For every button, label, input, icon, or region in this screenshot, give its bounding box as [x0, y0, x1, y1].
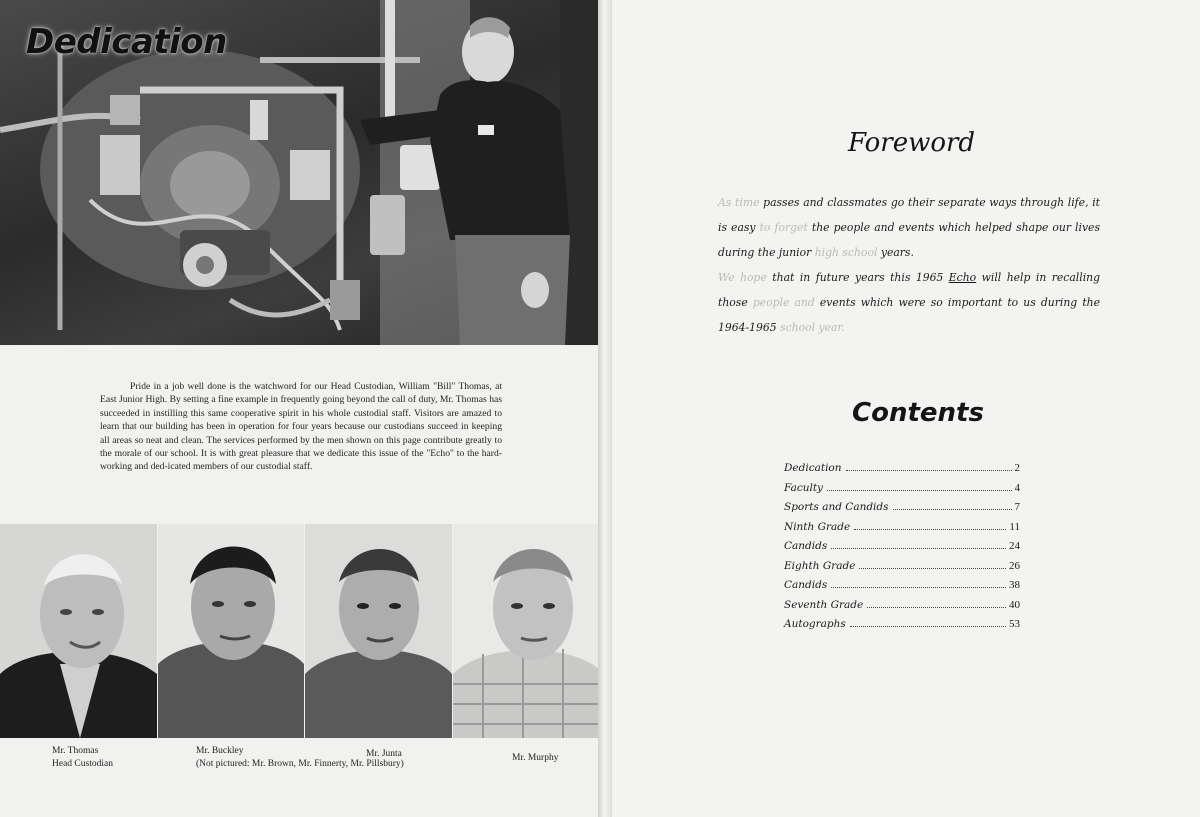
toc-page-number: 4	[1014, 481, 1020, 494]
caption-thomas	[52, 745, 113, 770]
toc-row	[784, 579, 1020, 599]
foreword-paragraph-2	[718, 265, 1100, 340]
portrait-buckley	[158, 524, 304, 738]
boiler-room-photo	[0, 0, 604, 345]
toc-page-number: 40	[1009, 598, 1020, 611]
toc-row	[784, 540, 1020, 560]
toc-page-number: 24	[1009, 540, 1020, 552]
foreword-p2-faint-start: We hope	[718, 271, 767, 284]
foreword-echo: Echo	[948, 271, 977, 284]
foreword-p2-line1b: will help in recalling those	[718, 271, 1101, 309]
foreword-p1-faint-start: As time	[718, 196, 760, 209]
toc-leader-dots	[850, 626, 1006, 627]
toc-page-number: 26	[1009, 559, 1020, 572]
toc-label: Autographs	[784, 618, 846, 630]
foreword-p1-line2: the people and events which helped shape our lives during the junior	[718, 221, 1100, 259]
toc-label: Sports and Candids	[784, 501, 889, 513]
toc-leader-dots	[831, 548, 1006, 549]
right-page	[612, 0, 1200, 817]
caption-murphy: Mr. Murphy	[512, 753, 559, 763]
toc-label: Candids	[784, 579, 828, 591]
contents-title: Contents	[852, 398, 984, 428]
caption-not-pictured: (Not pictured: Mr. Brown, Mr. Finnerty, Mr. Pillsbury)	[196, 758, 404, 769]
toc-row	[784, 560, 1020, 580]
foreword-paragraph-1	[718, 190, 1100, 265]
toc-label: Eighth Grade	[784, 559, 856, 572]
toc-label: Dedication	[784, 462, 842, 474]
foreword-p2-faint-end: school year.	[780, 321, 845, 334]
toc-label: Ninth Grade	[784, 520, 851, 533]
toc-row	[784, 482, 1020, 502]
foreword-p1-faint-end: high school	[814, 246, 878, 259]
foreword-p2-line1: that in future years this 1965	[766, 271, 949, 284]
toc-leader-dots	[859, 568, 1006, 569]
portrait-thomas	[0, 524, 157, 738]
foreword-text	[718, 190, 1100, 340]
toc-leader-dots	[854, 529, 1006, 530]
toc-row	[784, 599, 1020, 619]
caption-junta: Mr. Junta	[366, 749, 402, 759]
toc-page-number: 38	[1009, 579, 1020, 591]
toc-leader-dots	[867, 607, 1006, 608]
toc-label: Faculty	[784, 481, 823, 494]
toc-row	[784, 501, 1020, 521]
caption-thomas-name: Mr. Thomas	[52, 746, 99, 756]
toc-row	[784, 521, 1020, 541]
toc-leader-dots	[827, 490, 1012, 491]
foreword-title: Foreword	[848, 128, 976, 158]
toc-label: Seventh Grade	[784, 598, 864, 611]
caption-buckley-name: Mr. Buckley	[196, 746, 244, 756]
toc-page-number: 11	[1009, 520, 1020, 533]
portrait-murphy	[453, 524, 604, 738]
toc-leader-dots	[831, 587, 1006, 588]
toc-page-number: 2	[1014, 462, 1020, 474]
toc-row	[784, 462, 1020, 482]
page-spine	[598, 0, 612, 817]
foreword-p2-faint-mid: people and	[752, 296, 815, 309]
dedication-paragraph: Pride in a job well done is the watchword for our Head Custodian, William "Bill" Thomas, at East Junior High. By setting a fine example in frequently going beyond the call of duty, Mr. Thomas has succeeded in instilling this same cooperative spirit in his whole custodial staff. Visitors are amazed to learn that our building has been in operation for four years because our custodians succeed in keeping all areas so neat and clean. The services performed by the men shown on this page contribute greatly to the morale of our school. It is with great pleasure that we dedicate this issue of the "Echo" to the hard-working and ded-icated members of our custodial staff.	[100, 381, 502, 473]
foreword-p1-faint-mid: to forget	[759, 221, 808, 234]
foreword-p1-line1: passes and classmates go their separate ways through life, it is easy	[718, 196, 1100, 234]
table-of-contents	[784, 462, 1020, 638]
foreword-p1-line3: years.	[877, 246, 914, 259]
caption-thomas-role: Head Custodian	[52, 758, 113, 769]
toc-leader-dots	[846, 470, 1012, 471]
toc-row	[784, 618, 1020, 638]
toc-page-number: 53	[1009, 618, 1020, 630]
page-title-dedication: Dedication	[26, 22, 227, 62]
portrait-junta	[305, 524, 452, 738]
toc-label: Candids	[784, 540, 828, 552]
toc-leader-dots	[893, 509, 1012, 510]
foreword-p2-line2: events which were so important to us during the 1964-1965	[718, 296, 1100, 334]
custodian-portraits	[0, 524, 604, 738]
toc-page-number: 7	[1014, 501, 1020, 513]
